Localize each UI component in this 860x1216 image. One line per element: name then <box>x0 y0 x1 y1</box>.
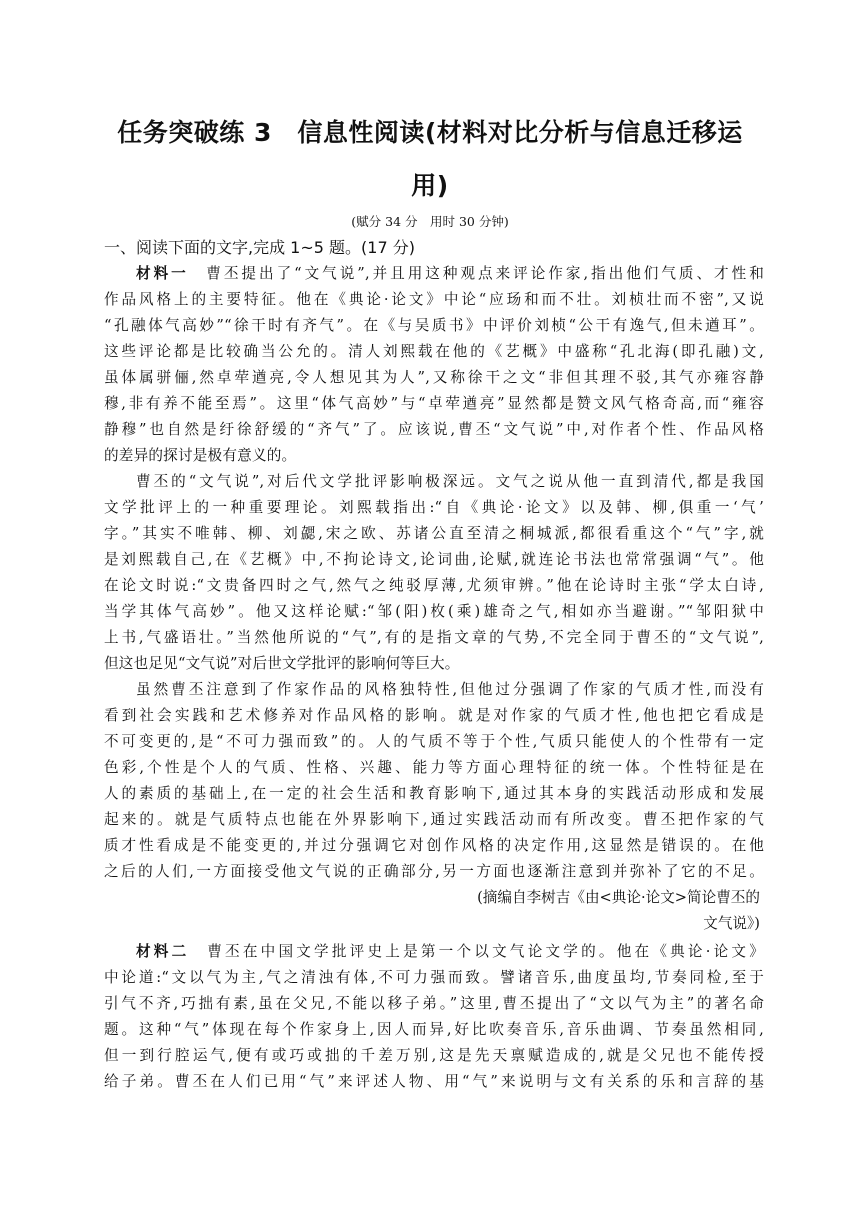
text-line: 作品风格上的主要特征。他在《典论·论文》中论“应玚和而不壮。刘桢壮而不密”,又说 <box>104 291 764 308</box>
text-line: 之后的人们,一方面接受他文气说的正确部分,另一方面也逐渐注意到并弥补了它的不足。 <box>104 863 764 880</box>
material2-first-line <box>136 939 764 965</box>
text-line: 虽体属骈俪,然卓荦遒亮,令人想见其为人”,又称徐干之文“非但其理不驳,其气亦雍容静 <box>104 369 764 386</box>
text-line: 上书,气盛语壮。”当然他所说的“气”,有的是指文章的气势,不完全同于曹丕的“文气说”, <box>104 629 764 646</box>
text-line: “孔融体气高妙”“徐干时有齐气”。在《与吴质书》中评价刘桢“公干有逸气,但未遒耳”。 <box>104 317 764 334</box>
material1-first-line <box>136 261 764 287</box>
text-line: 穆,非有养不能至焉”。这里“体气高妙”与“卓荦遒亮”显然都是赞文风气格奇高,而“雍容 <box>104 395 764 412</box>
page-title-line-2: 用) <box>411 171 449 200</box>
text-line: 人的素质的基础上,在一定的社会生活和教育影响下,通过其本身的实践活动形成和发展 <box>104 785 764 802</box>
text-line: 给子弟。曹丕在人们已用“气”来评述人物、用“气”来说明与文有关系的乐和言辞的基 <box>104 1073 764 1090</box>
text-line: 虽然曹丕注意到了作家作品的风格独特性,但他过分强调了作家的气质才性,而没有 <box>136 681 764 698</box>
text-line: 静穆”也自然是纡徐舒缓的“齐气”了。应该说,曹丕“文气说”中,对作者个性、作品风格 <box>104 421 764 438</box>
text-line: 在论文时说:“文贵备四时之气,然气之纯驳厚薄,尤须审辨。”他在论诗时主张“学太白诗, <box>104 577 764 594</box>
text-line: 中论道:“文以气为主,气之清浊有体,不可力强而致。譬诸音乐,曲度虽均,节奏同检,至于 <box>104 969 764 986</box>
text-line: 引气不齐,巧拙有素,虽在父兄,不能以移子弟。”这里,曹丕提出了“文以气为主”的著名命 <box>104 995 764 1012</box>
text-line: 不可变更的,是“不可力强而致”的。人的气质不等于个性,气质只能使人的个性带有一定 <box>104 733 764 750</box>
source-citation: 文气说》) <box>703 915 760 932</box>
text-line: 题。这种“气”体现在每个作家身上,因人而异,好比吹奏音乐,音乐曲调、节奏虽然相同, <box>104 1021 764 1038</box>
text-line: 是刘熙载自己,在《艺概》中,不拘论诗文,论词曲,论赋,就连论书法也常常强调“气”。他 <box>104 551 764 568</box>
score-time-note: (赋分 34 分 用时 30 分钟) <box>351 214 509 229</box>
text-line: 这些评论都是比较确当公允的。清人刘熙载在他的《艺概》中盛称“孔北海(即孔融)文, <box>104 343 764 360</box>
text-line: 但一到行腔运气,便有或巧或拙的千差万别,这是先天禀赋造成的,就是父兄也不能传授 <box>104 1047 764 1064</box>
text-line: 曹丕的“文气说”,对后代文学批评影响极深远。文气之说从他一直到清代,都是我国 <box>136 473 764 490</box>
source-citation: (摘编自李树吉《由<典论·论文>简论曹丕的 <box>477 889 760 906</box>
text-line: 质才性看成是不能变更的,并过分强调它对创作风格的决定作用,这显然是错误的。在他 <box>104 837 764 854</box>
text-line: 起来的。就是气质特点也能在外界影响下,通过实践活动而有所改变。曹丕把作家的气 <box>104 811 764 828</box>
text-line: 曹丕在中国文学批评史上是第一个以文气论文学的。他在《典论·论文》 <box>189 943 764 960</box>
text-line: 看到社会实践和艺术修养对作品风格的影响。就是对作家的气质才性,他也把它看成是 <box>104 707 764 724</box>
material1-label: 材料一 <box>136 265 189 282</box>
text-line: 字。”其实不唯韩、柳、刘勰,宋之欧、苏诸公直至清之桐城派,都很看重这个“气”字,就 <box>104 525 764 542</box>
text-line: 当学其体气高妙”。他又这样论赋:“邹(阳)枚(乘)雄奇之气,相如亦当避谢。”“邹阳狱中 <box>104 603 764 620</box>
page-title-line-1: 任务突破练 3 信息性阅读(材料对比分析与信息迁移运 <box>117 118 743 147</box>
text-line: 曹丕提出了“文气说”,并且用这种观点来评论作家,指出他们气质、才性和 <box>188 265 764 282</box>
section-heading: 一、阅读下面的文字,完成 1~5 题。(17 分) <box>104 238 415 257</box>
text-line: 的差异的探讨是极有意义的。 <box>104 447 297 464</box>
text-line: 色彩,个性是个人的气质、性格、兴趣、能力等方面心理特征的统一体。个性特征是在 <box>104 759 764 776</box>
material2-label: 材料二 <box>136 943 190 960</box>
text-line: 文学批评上的一种重要理论。刘熙载指出:“自《典论·论文》以及韩、柳,俱重一‘气’ <box>104 499 764 516</box>
text-line: 但这也足见“文气说”对后世文学批评的影响何等巨大。 <box>104 655 460 672</box>
